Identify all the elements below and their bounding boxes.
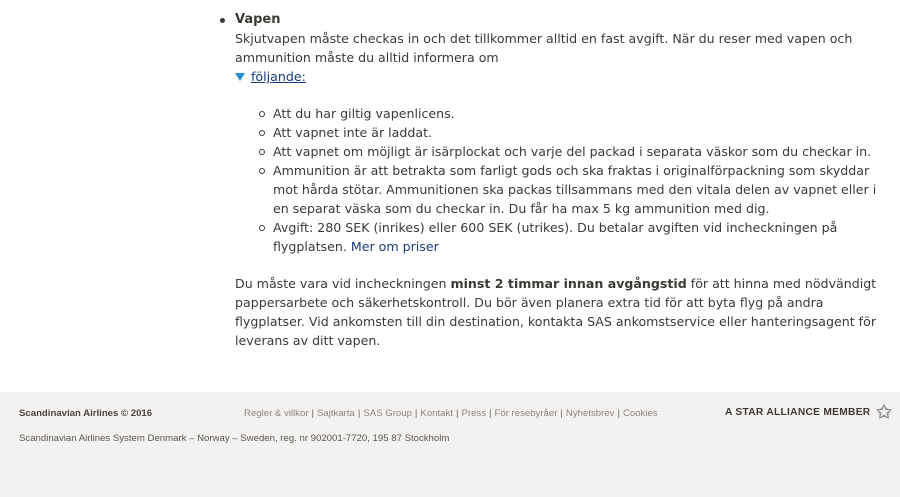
circle-bullet-icon [259,149,265,155]
footer-link-sitemap[interactable]: Sajtkarta [317,408,355,419]
footer-links [244,408,658,419]
circle-bullet-icon [259,130,265,136]
toggle-link[interactable]: följande: [251,69,306,84]
separator: | [414,408,418,419]
footer-link-terms[interactable]: Regler & villkor [244,408,309,419]
star-alliance-badge[interactable] [725,402,892,422]
list-item: Ammunition är att betrakta som farligt gods och ska fraktas i originalförpackning som skyddar mot hårda stötar. Ammunitionen ska packas tillsammans med den vitala delen av vapnet eller i en separat väska som du checkar in. Du får ha max 5 kg ammunition med dig. [273,161,894,218]
separator: | [455,408,459,419]
footer-link-agencies[interactable]: För resebyråer [494,408,558,419]
bullet-icon [220,18,225,23]
circle-bullet-icon [259,225,265,231]
circle-bullet-icon [259,168,265,174]
footer-link-sas-group[interactable]: SAS Group [363,408,412,419]
alliance-label: A STAR ALLIANCE MEMBER [725,406,871,418]
list-item: Att du har giltig vapenlicens. [273,104,894,123]
expand-toggle[interactable] [235,67,894,86]
site-footer [0,392,900,497]
section-title: Vapen [235,12,281,27]
weapons-section [218,10,894,256]
star-alliance-icon: ✩ [876,402,892,422]
checkin-emphasis: minst 2 timmar innan avgångstid [450,276,687,291]
section-intro: Skjutvapen måste checkas in och det tillkommer alltid en fast avgift. När du reser med vapen och ammunition måste du alltid informera om [235,31,853,65]
separator: | [617,408,620,419]
separator: | [560,408,563,419]
footer-link-newsletter[interactable]: Nyhetsbrev [565,408,615,419]
checkin-paragraph: Du måste vara vid incheckningen minst 2 timmar innan avgångstid för att hinna med nödvändigt pappersarbete och säkerhetskontroll. Du bör även planera extra tid för att byta flyg på andra flygplatser. Vid ankomsten till din destination, kontakta SAS ankomstservice eller hanteringsagent för leverans av ditt vapen. [235,276,877,348]
company-address: Scandinavian Airlines System Denmark – Norway – Sweden, reg. nr 902001-7720, 195 87 Stockholm [19,433,450,444]
separator: | [357,408,361,419]
triangle-down-icon [235,73,245,81]
circle-bullet-icon [259,111,265,117]
list-item [273,218,894,256]
footer-link-press[interactable]: Press [461,408,486,419]
copyright: Scandinavian Airlines © 2016 [19,408,153,419]
footer-link-cookies[interactable]: Cookies [622,408,658,419]
main-content [218,10,894,350]
prices-link[interactable]: Mer om priser [350,239,439,254]
list-item: Att vapnet om möjligt är isärplockat och varje del packad i separata väskor som du checkar in. [273,142,894,161]
requirements-list [235,104,894,256]
list-item: Att vapnet inte är laddat. [273,123,894,142]
separator: | [311,408,315,419]
footer-link-contact[interactable]: Kontakt [420,408,453,419]
fee-text: Avgift: 280 SEK (inrikes) eller 600 SEK (utrikes). Du betalar avgiften vid incheckningen på flygplatsen. [273,220,838,254]
separator: | [489,408,492,419]
